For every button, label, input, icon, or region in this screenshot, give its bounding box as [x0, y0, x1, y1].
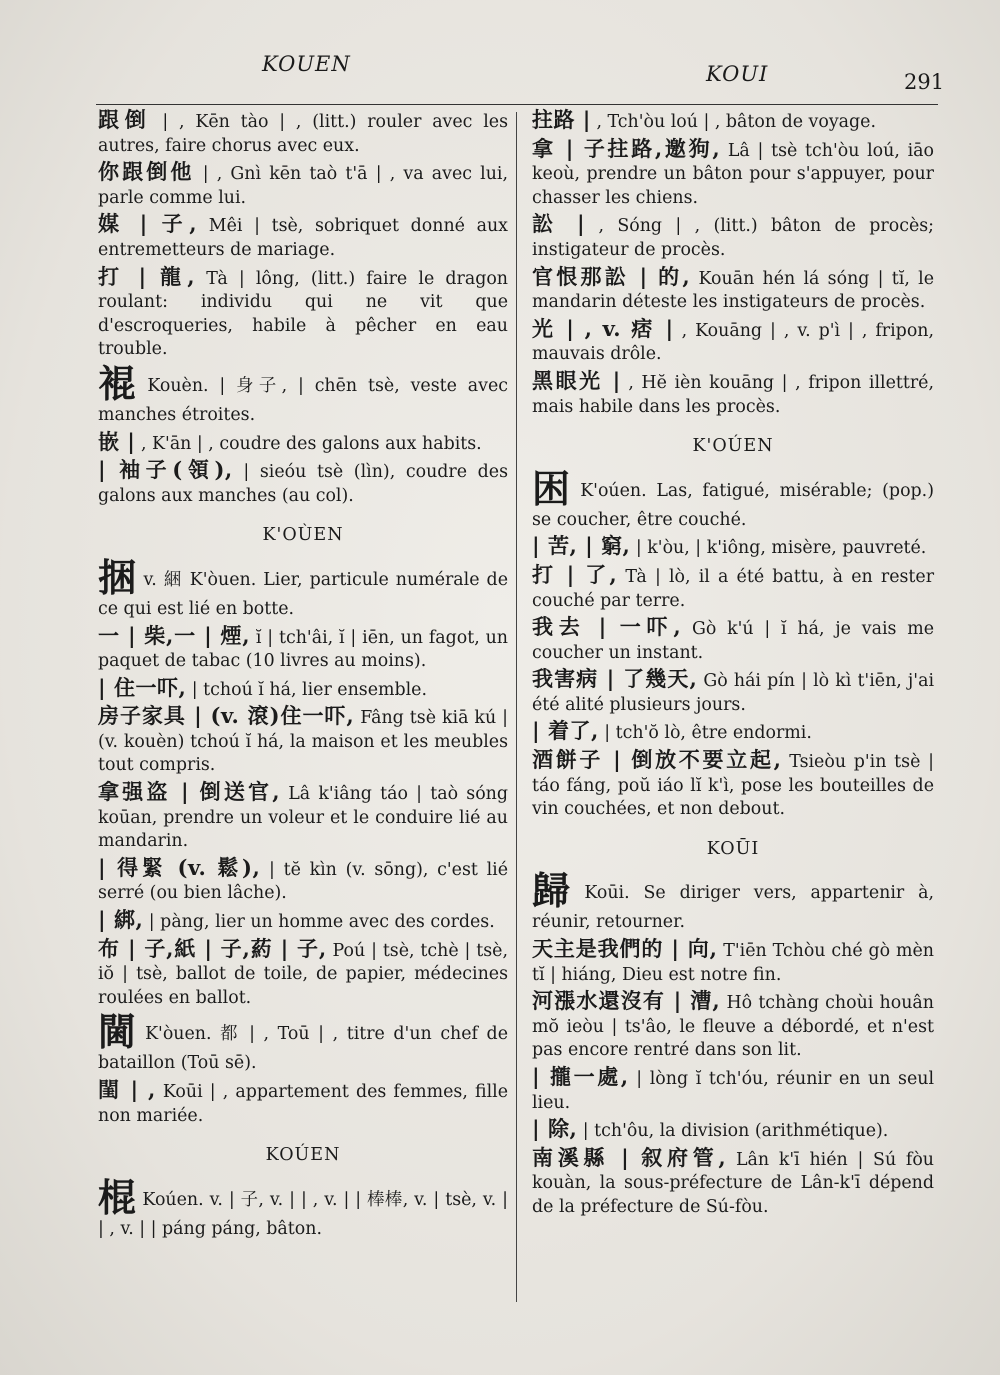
- dictionary-entry: [532, 465, 934, 533]
- dictionary-entry: [98, 554, 508, 622]
- dictionary-entry: [532, 265, 934, 315]
- entry-headword: | 苦, | 窮,: [532, 533, 631, 559]
- main-character: 困: [532, 465, 575, 511]
- entry-headword: 拿 | 子拄路,邀狗,: [532, 135, 721, 161]
- page-number: 291: [904, 70, 945, 94]
- dictionary-entry: [532, 868, 934, 935]
- section-heading: KOÚEN: [265, 1145, 341, 1166]
- entry-definition: , Hĕ ièn kouāng | , fripon illettré, mais habile dans les procès.: [532, 372, 935, 417]
- entry-definition: Hô tchàng choùi houân mŏ ieòu | ts'âo, le fleuve a débordé, et n'est pas encore rentré dans son lit.: [532, 993, 934, 1061]
- dictionary-entry: [532, 989, 934, 1063]
- dictionary-entry: [98, 212, 508, 262]
- entry-headword: 拄路 |: [532, 107, 591, 132]
- main-character: 歸: [532, 868, 579, 914]
- entry-definition: v. 綑 K'òuen. Lier, particule numérale de ce qui est lié en botte.: [98, 569, 508, 619]
- dictionary-entry: [532, 667, 934, 717]
- entry-definition: Kouān hén lá sóng | tĭ, le mandarin déteste les instigateurs de procès.: [532, 268, 934, 313]
- entry-definition: | tchoú ĭ há, lier ensemble.: [191, 679, 427, 700]
- dictionary-entry: [532, 108, 934, 135]
- dictionary-entry: [532, 1146, 934, 1220]
- dictionary-entry: [532, 748, 934, 822]
- entry-headword: 酒餅子 | 倒放不要立起,: [532, 747, 782, 773]
- dictionary-entry: [98, 937, 508, 1011]
- section-heading: KOŪI: [706, 838, 760, 859]
- entry-headword: | 得緊 (v. 鬆),: [98, 854, 261, 880]
- entry-headword: | 住一吓,: [98, 674, 187, 700]
- entry-headword: 我害病 | 了幾天,: [532, 666, 698, 692]
- entry-definition: , K'ān | , coudre des galons aux habits.: [140, 433, 482, 454]
- entry-headword: | 綁,: [98, 907, 144, 933]
- entry-definition: K'òuen. 都 | , Toū | , titre d'un chef de bataillon (Toū sē).: [98, 1024, 508, 1074]
- entry-definition: Tà | lò, il a été battu, à en rester couché par terre.: [532, 566, 935, 611]
- entry-definition: | , Gnì kēn taò t'ā | , va avec lui, parle comme lui.: [98, 164, 508, 208]
- header-rule: [96, 104, 938, 105]
- dictionary-entry: [98, 1174, 508, 1242]
- entry-definition: Lâ k'iâng táo | taò sóng koūan, prendre un voleur et le conduire lié au mandarin.: [98, 784, 509, 852]
- entry-headword: 布 | 子,紙 | 子,葯 | 子,: [98, 935, 327, 961]
- entry-definition: Gò k'ú | ĭ há, je vais me coucher un instant.: [532, 619, 934, 663]
- entry-definition: Tà | lông, (litt.) faire le dragon roulant: individu qui ne vit que d'escroqueries, habile à pêcher en eau trouble.: [98, 268, 509, 360]
- right-column: [532, 108, 934, 1222]
- entry-definition: Lâ | tsè tch'òu loú, iāo keoù, prendre un bâton pour s'appuyer, pour chasser les chiens.: [532, 140, 935, 208]
- entry-definition: | , Kēn tào | , (litt.) rouler avec les autres, faire chorus avec eux.: [98, 112, 508, 156]
- entry-definition: Mêi | tsè, sobriquet donné aux entremetteurs de mariage.: [98, 216, 508, 260]
- dictionary-entry: [532, 615, 934, 665]
- entry-definition: Lân k'ī hién | Sú fòu kouàn, la sous-préfecture de Lân-k'ī dépend de la préfecture de Sú-fòu.: [532, 1149, 934, 1217]
- header-right: KOUI: [706, 62, 769, 86]
- entry-definition: , Sóng | , (litt.) bâton de procès; instigateur de procès.: [532, 216, 935, 260]
- dictionary-entry: [532, 212, 934, 262]
- entry-headword: 拿强盗 | 倒送官,: [98, 779, 281, 805]
- entry-definition: | tch'ŏ lò, être endormi.: [604, 723, 812, 744]
- left-column: [98, 108, 508, 1243]
- dictionary-entry: [532, 369, 934, 419]
- entry-headword: 閨 | ,: [98, 1077, 156, 1102]
- entry-headword: 媒 | 子,: [98, 211, 198, 237]
- entry-definition: | pàng, lier un homme avec des cordes.: [148, 912, 495, 933]
- dictionary-entry: [98, 1078, 508, 1128]
- entry-definition: T'iēn Tchòu ché gò mèn tĭ | hiáng, Dieu est notre fin.: [532, 941, 934, 985]
- dictionary-entry: [98, 676, 508, 703]
- entry-definition: Koúen. v. | 子, v. | | , v. | | 棒棒, v. | tsè, v. | | , v. | | páng páng, bâton.: [98, 1189, 508, 1239]
- main-character: 捆: [98, 554, 138, 600]
- dictionary-entry: [98, 108, 508, 158]
- entry-definition: | tĕ kìn (v. sōng), c'est lié serré (ou bien lâche).: [98, 859, 508, 904]
- entry-definition: Tsieòu p'in tsè | táo fáng, poŭ iáo lĭ k'ì, pose les bouteilles de vin couchées, et non debout.: [532, 752, 934, 820]
- dictionary-entry: [98, 624, 508, 674]
- dictionary-entry: [532, 534, 934, 561]
- section-heading: K'OÙEN: [262, 525, 344, 546]
- entry-definition: Poú | tsè, tchè | tsè, iŏ | tsè, ballot de toile, de papier, médecines roulées en ballot.: [98, 940, 508, 1008]
- entry-headword: 南溪縣 | 叙府管,: [532, 1144, 727, 1170]
- dictionary-entry: [98, 780, 508, 854]
- dictionary-entry: [98, 430, 508, 457]
- dictionary-entry: [532, 317, 934, 367]
- main-character: 棍: [98, 1174, 137, 1220]
- dictionary-entry: [532, 937, 934, 987]
- entry-headword: 跟倒: [98, 107, 152, 132]
- entry-definition: Gò hái pín | lò kì t'iēn, j'ai été alité plusieurs jours.: [532, 671, 935, 715]
- entry-definition: , Tch'òu loú | , bâton de voyage.: [596, 112, 876, 132]
- entry-definition: | k'òu, | k'iông, misère, pauvreté.: [635, 538, 927, 559]
- header-left: KOUEN: [262, 52, 351, 76]
- dictionary-entry: [98, 265, 508, 362]
- entry-headword: 打 | 龍,: [98, 263, 196, 289]
- dictionary-entry: [98, 856, 508, 906]
- entry-headword: 光 | , v. 痞 |: [532, 315, 674, 341]
- entry-headword: 你跟倒他: [98, 159, 195, 185]
- entry-headword: 訟 |: [532, 211, 586, 237]
- dictionary-entry: [98, 458, 508, 508]
- entry-definition: | tch'ôu, la division (arithmétique).: [582, 1121, 889, 1142]
- entry-definition: Fâng tsè kiā kú | (v. kouèn) tchoú ĭ há, la maison et les meubles tout compris.: [98, 708, 509, 776]
- dictionary-entry: [532, 1117, 934, 1144]
- dictionary-entry: [98, 160, 508, 210]
- entry-definition: Koūi. Se diriger vers, appartenir à, réunir, retourner.: [532, 883, 934, 933]
- entry-definition: Koūi | , appartement des femmes, fille non mariée.: [98, 1082, 508, 1126]
- dictionary-entry: [532, 137, 934, 211]
- entry-definition: , Kouāng | , v. p'ì | , fripon, mauvais drôle.: [532, 320, 935, 365]
- entry-definition: ĭ | tch'âi, ĭ | iēn, un fagot, un paquet de tabac (10 livres au moins).: [98, 627, 508, 672]
- main-character: 裩: [98, 360, 142, 406]
- entry-headword: 黑眼光 |: [532, 367, 621, 393]
- column-divider: [516, 112, 517, 1302]
- section-heading: K'OÚEN: [692, 436, 774, 457]
- dictionary-entry: [98, 704, 508, 778]
- entry-headword: | 除,: [532, 1116, 578, 1142]
- dictionary-entry: [98, 360, 508, 428]
- entry-headword: 天主是我們的 | 向,: [532, 936, 718, 962]
- dictionary-entry: [532, 719, 934, 746]
- entry-definition: K'oúen. Las, fatigué, misérable; (pop.) se coucher, être couché.: [532, 480, 934, 530]
- entry-headword: | 攏一處,: [532, 1064, 629, 1089]
- dictionary-entry: [98, 1009, 508, 1076]
- dictionary-entry: [532, 1065, 934, 1115]
- entry-headword: 打 | 了,: [532, 561, 618, 587]
- dictionary-entry: [532, 563, 934, 613]
- running-header: [0, 52, 1000, 92]
- entry-headword: | 袖子(領),: [98, 457, 233, 483]
- main-character: 閫: [98, 1009, 140, 1055]
- entry-definition: | lòng ĭ tch'óu, réunir en un seul lieu.: [532, 1069, 935, 1113]
- entry-headword: 河漲水還沒有 | 漕,: [532, 988, 721, 1014]
- entry-definition: Kouèn. | 身子, | chēn tsè, veste avec manches étroites.: [98, 375, 508, 425]
- entry-headword: 房子家具 | (v. 滾)住一吓,: [98, 703, 355, 729]
- entry-headword: 一 | 柴,一 | 煙,: [98, 622, 251, 648]
- entry-headword: 我去 | 一吓,: [532, 614, 682, 640]
- entry-definition: | sieóu tsè (lìn), coudre des galons aux manches (au col).: [98, 462, 508, 506]
- dictionary-entry: [98, 908, 508, 935]
- entry-headword: 嵌 |: [98, 428, 136, 454]
- entry-headword: | 着了,: [532, 718, 599, 744]
- entry-headword: 官恨那訟 | 的,: [532, 263, 691, 289]
